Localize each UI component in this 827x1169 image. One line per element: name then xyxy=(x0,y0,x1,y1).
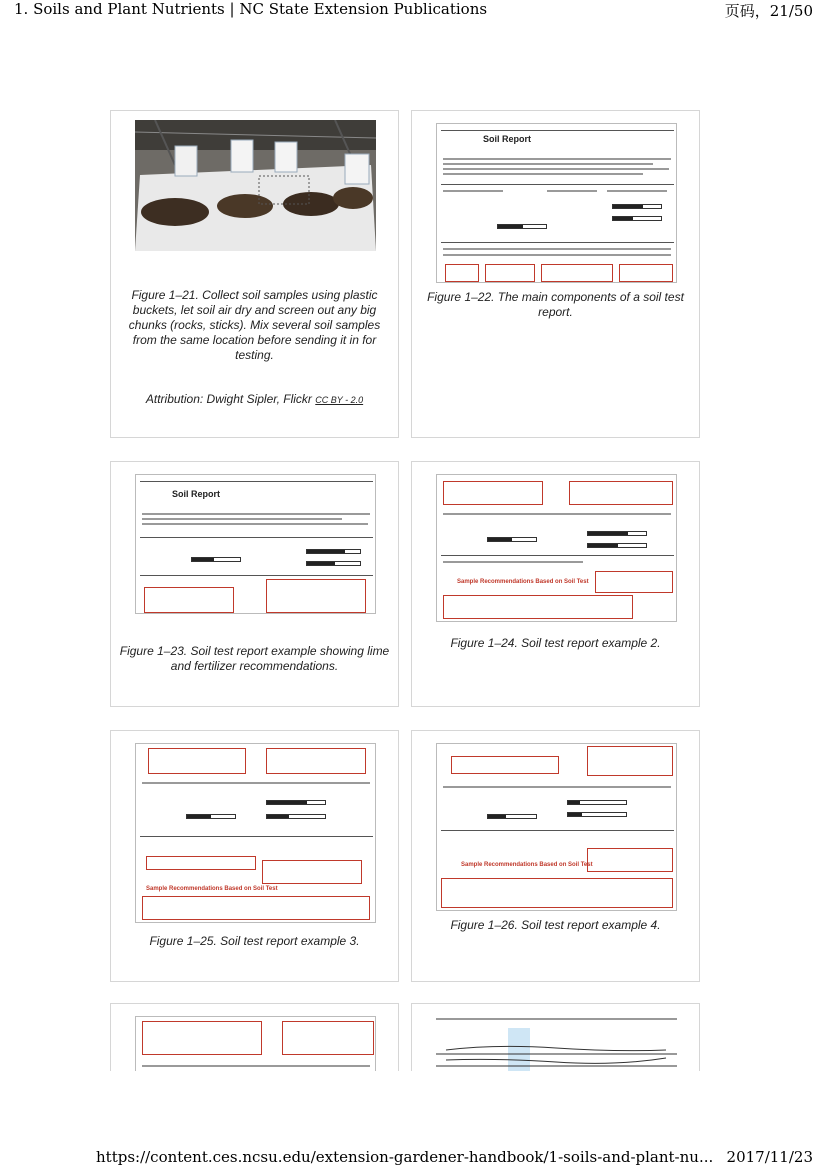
soil-report-thumbnail xyxy=(135,474,376,614)
figure-caption: Figure 1–21. Collect soil samples using plastic buckets, let soil air dry and screen out any big chunks (rocks, sticks). Mix several soil samples from the same location before sending it in for testing. xyxy=(128,288,381,362)
figure-card-1-23 xyxy=(110,461,399,707)
soil-sample-photo-illustration xyxy=(135,120,376,251)
figure-caption: Figure 1–25. Soil test report example 3. xyxy=(149,934,360,948)
soil-report-thumbnail xyxy=(135,1016,376,1071)
soil-report-heading: Soil Report xyxy=(483,134,532,144)
ph-scale-thumbnail xyxy=(436,1014,677,1071)
figure-card-1-21 xyxy=(110,110,399,438)
figure-caption: Figure 1–22. The main components of a soil test report. xyxy=(427,290,684,319)
page-number: 页码，21/50 xyxy=(724,2,813,20)
figure-card-partial-right xyxy=(411,1003,700,1071)
figure-card-partial-left xyxy=(110,1003,399,1071)
figure-caption: Figure 1–23. Soil test report example showing lime and fertilizer recommendations. xyxy=(119,644,390,673)
soil-sample-photo xyxy=(135,120,376,251)
soil-report-thumbnail xyxy=(436,743,677,911)
soil-report-heading: Soil Report xyxy=(172,489,221,499)
page-footer-date: 2017/11/23 xyxy=(726,1148,813,1166)
figure-card-1-25 xyxy=(110,730,399,982)
figure-card-1-26 xyxy=(411,730,700,982)
page-footer-url: https://content.ces.ncsu.edu/extension-gardener-handbook/1-soils-and-plant-nu... xyxy=(96,1148,714,1166)
ph-scale-chart-illustration xyxy=(436,1014,677,1071)
soil-report-thumbnail xyxy=(436,123,677,283)
sample-recommendations-heading: Sample Recommendations Based on Soil Test xyxy=(457,579,589,585)
page-header-title: 1. Soils and Plant Nutrients | NC State Extension Publications xyxy=(14,0,488,18)
figure-card-1-24 xyxy=(411,461,700,707)
figure-caption: Figure 1–24. Soil test report example 2. xyxy=(450,636,661,650)
figure-attribution xyxy=(119,392,390,408)
soil-report-thumbnail xyxy=(135,743,376,923)
sample-recommendations-heading: Sample Recommendations Based on Soil Test xyxy=(461,862,593,868)
license-link[interactable]: CC BY - 2.0 xyxy=(315,395,364,405)
attribution-text: Attribution: Dwight Sipler, Flickr xyxy=(145,392,312,406)
figure-caption: Figure 1–26. Soil test report example 4. xyxy=(450,918,661,932)
soil-report-thumbnail xyxy=(436,474,677,622)
figure-card-1-22 xyxy=(411,110,700,438)
sample-recommendations-heading: Sample Recommendations Based on Soil Test xyxy=(146,886,278,892)
